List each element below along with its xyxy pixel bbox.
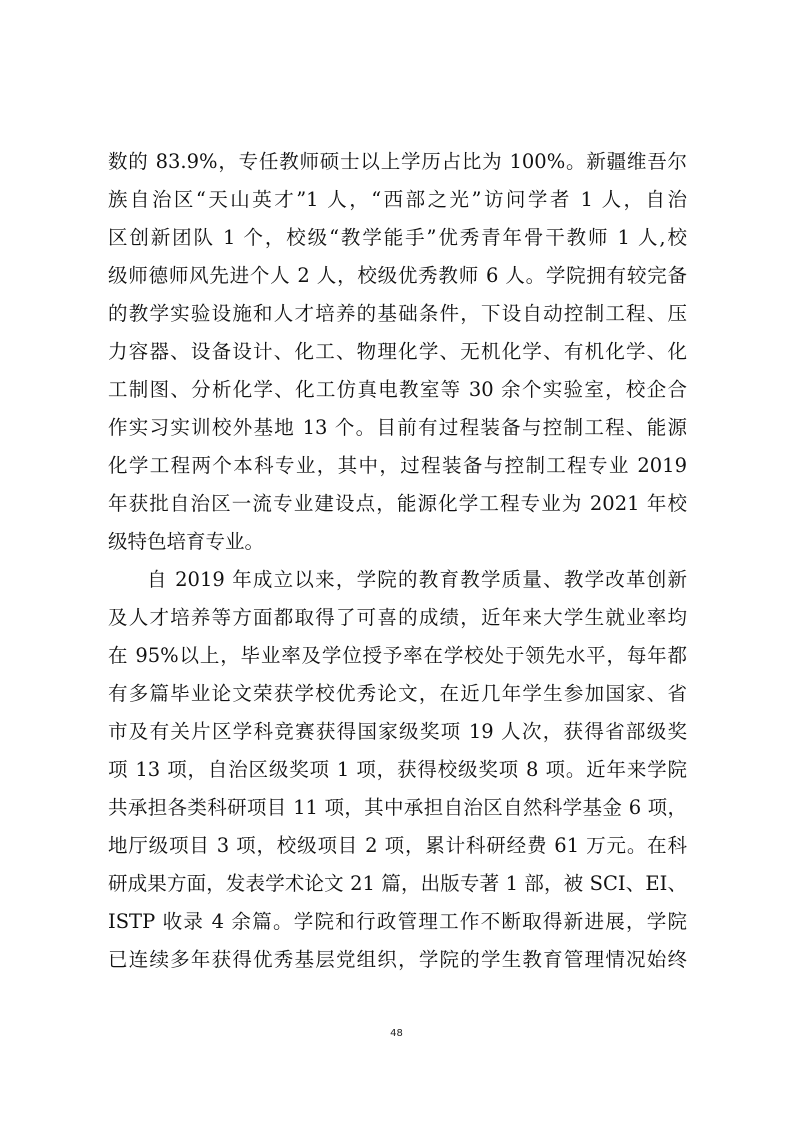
text-line: 共承担各类科研项目 11 项，其中承担自治区自然科学基金 6 项，: [108, 796, 687, 819]
text-line: 数的 83.9%，专任教师硕士以上学历占比为 100%。新疆维吾尔: [108, 150, 687, 173]
text-line: 及人才培养等方面都取得了可喜的成绩，近年来大学生就业率均: [108, 606, 687, 629]
text-line-last: 级特色培育专业。: [108, 530, 265, 553]
text-line: 化学工程两个本科专业，其中，过程装备与控制工程专业 2019: [108, 454, 687, 477]
page-number: 48: [390, 1028, 403, 1039]
text-line: 级师德师风先进个人 2 人，校级优秀教师 6 人。学院拥有较完备: [108, 264, 687, 287]
text-line: 年获批自治区一流专业建设点，能源化学工程专业为 2021 年校: [108, 492, 687, 515]
text-line: 的教学实验设施和人才培养的基础条件，下设自动控制工程、压: [108, 302, 687, 325]
text-line: 作实习实训校外基地 13 个。目前有过程装备与控制工程、能源: [108, 416, 687, 439]
text-line: 已连续多年获得优秀基层党组织，学院的学生教育管理情况始终: [108, 948, 687, 971]
text-line: 市及有关片区学科竞赛获得国家级奖项 19 人次，获得省部级奖: [108, 720, 687, 743]
text-line: 区创新团队 1 个，校级“教学能手”优秀青年骨干教师 1 人,校: [108, 226, 687, 249]
text-line: 工制图、分析化学、化工仿真电教室等 30 余个实验室，校企合: [108, 378, 687, 401]
text-line: 项 13 项，自治区级奖项 1 项，获得校级奖项 8 项。近年来学院: [108, 758, 687, 781]
text-line: 在 95%以上，毕业率及学位授予率在学校处于领先水平，每年都: [108, 644, 687, 667]
text-line: 研成果方面，发表学术论文 21 篇，出版专著 1 部，被 SCI、EI、: [108, 872, 687, 895]
text-line: ISTP 收录 4 余篇。学院和行政管理工作不断取得新进展，学院: [108, 910, 687, 933]
text-line: 有多篇毕业论文荣获学校优秀论文，在近几年学生参加国家、省: [108, 682, 687, 705]
text-line: 力容器、设备设计、化工、物理化学、无机化学、有机化学、化: [108, 340, 687, 363]
text-line: 族自治区“天山英才”1 人，“西部之光”访问学者 1 人，自治: [108, 188, 687, 211]
text-line: 地厅级项目 3 项，校级项目 2 项，累计科研经费 61 万元。在科: [108, 834, 687, 857]
text-line-indented: 自 2019 年成立以来，学院的教育教学质量、教学改革创新: [147, 568, 687, 591]
